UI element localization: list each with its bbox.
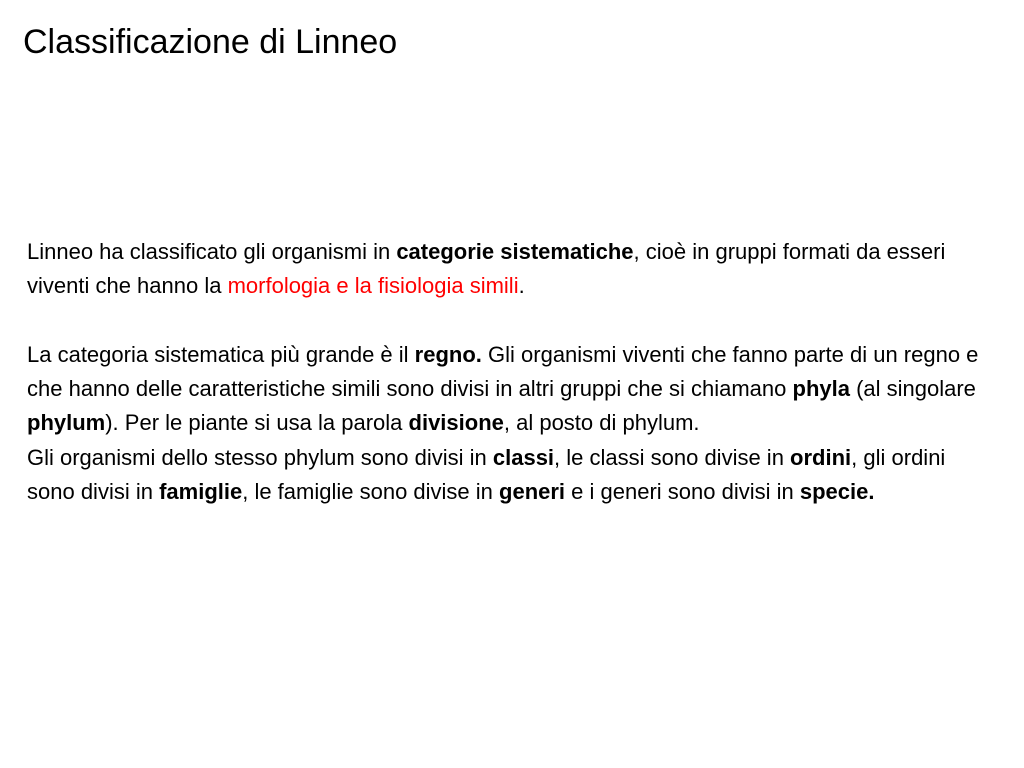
text-run: , gli ordini sono divisi in xyxy=(27,444,946,505)
term-regno: regno. xyxy=(414,341,482,367)
paragraph-regno xyxy=(27,338,997,441)
term-divisione: divisione xyxy=(408,410,504,436)
slide-body xyxy=(27,235,997,509)
term-phylum: phylum xyxy=(27,410,106,436)
text-run: Gli organismi viventi che fanno parte di un regno e che hanno delle caratteristiche simili sono divisi in altri gruppi che si chiamano xyxy=(27,341,979,402)
text-run: La categoria sistematica più grande è il xyxy=(27,341,415,367)
text-run: . xyxy=(518,273,525,299)
term-specie: specie. xyxy=(799,479,875,505)
term-categorie-sistematiche: categorie sistematiche xyxy=(396,239,634,264)
text-run: e i generi sono divisi in xyxy=(565,479,800,505)
paragraph-spacer xyxy=(27,304,997,338)
text-run: Linneo ha classificato gli organismi in xyxy=(27,239,397,264)
highlight-morfologia-fisiologia: morfologia e la fisiologia simili xyxy=(227,273,519,299)
text-run: , le classi sono divise in xyxy=(554,444,791,470)
paragraph-categorie xyxy=(27,235,997,304)
term-phyla: phyla xyxy=(792,376,850,402)
text-run: Gli organismi dello stesso phylum sono divisi in xyxy=(27,444,493,470)
text-run: ). Per le piante si usa la parola xyxy=(105,410,409,436)
slide-title: Classificazione di Linneo xyxy=(23,23,398,61)
text-run: , le famiglie sono divise in xyxy=(242,479,500,505)
term-ordini: ordini xyxy=(790,444,852,470)
text-run: , cioè in gruppi formati da esseri viventi che hanno la xyxy=(27,239,946,299)
paragraph-gerarchia xyxy=(27,441,997,510)
text-run: (al singolare xyxy=(849,376,976,402)
term-classi: classi xyxy=(492,444,555,470)
term-famiglie: famiglie xyxy=(159,479,243,505)
text-run: , al posto di phylum. xyxy=(503,410,700,436)
term-generi: generi xyxy=(499,479,566,505)
